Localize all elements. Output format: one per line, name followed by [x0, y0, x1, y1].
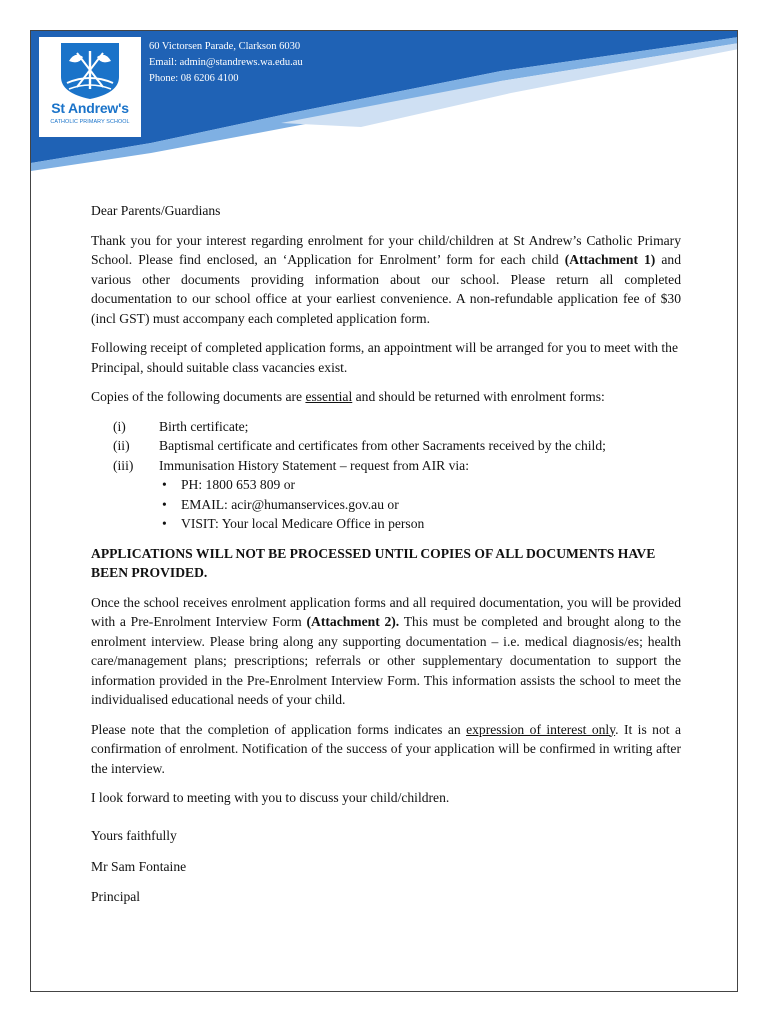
logo-school-subtitle: CATHOLIC PRIMARY SCHOOL — [50, 119, 130, 125]
paragraph-intro-text: Thank you for your interest regarding enrolment for your child/children at St Andrew’s Catholic Primary School. Please find enclosed, an ‘Application for Enrolment’ form for each child — [91, 232, 681, 267]
expression-of-interest-phrase: expression of interest only — [466, 721, 616, 737]
air-contact-email: • EMAIL: acir@humanservices.gov.au or — [159, 495, 681, 515]
paragraph-interview — [91, 593, 681, 710]
school-logo — [39, 37, 141, 137]
processing-warning: APPLICATIONS WILL NOT BE PROCESSED UNTIL COPIES OF ALL DOCUMENTS HAVE BEEN PROVIDED. — [91, 545, 656, 580]
school-email: Email: admin@standrews.wa.edu.au — [149, 57, 303, 68]
school-phone: Phone: 08 6206 4100 — [149, 73, 239, 84]
document-number: (iii) — [113, 457, 134, 473]
letter-body — [91, 201, 681, 916]
paragraph-intro-text-cont: and various other documents providing information about our school. Please return all completed documentation to our school office at your earliest convenience. A non-refundable application fee of $30 (incl GST) must accompany each completed application form. — [91, 252, 681, 326]
signatory-title: Principal — [91, 888, 141, 904]
document-text: Birth certificate; — [159, 418, 249, 434]
required-documents-list — [91, 417, 681, 534]
paragraph-interview-text-cont: This must be completed and brought along to the enrolment interview. Please bring along any supporting documentation – i.e. medical diagnosis/es; health care/management plans; prescriptions; referrals or other supplementary documentation to support the information provided in the Pre-Enrolment Interview Form. This information assists the school to meet the individualised educational needs of your child. — [91, 614, 681, 707]
paragraph-note — [91, 720, 681, 779]
document-number: (ii) — [113, 438, 130, 453]
paragraph-closing-remark: I look forward to meeting with you to discuss your child/children. — [91, 790, 450, 805]
document-number: (i) — [113, 418, 126, 434]
paragraph-intro — [91, 231, 681, 329]
document-text: Baptismal certificate and certificates from other Sacraments received by the child; — [159, 438, 606, 453]
salutation: Dear Parents/Guardians — [91, 203, 221, 218]
paragraph-documents-intro — [91, 387, 681, 407]
signatory-name: Mr Sam Fontaine — [91, 859, 187, 874]
letterhead-banner — [31, 31, 738, 171]
logo-school-name: St Andrew's — [51, 100, 129, 116]
school-address: 60 Victorsen Parade, Clarkson 6030 — [149, 41, 301, 52]
paragraph-appointment: Following receipt of completed application forms, an appointment will be arranged for you to meet with the Principal, should suitable class vacancies exist. — [91, 340, 679, 375]
document-item — [91, 436, 681, 456]
paragraph-interview-text: Once the school receives enrolment application forms and all required documentation, you will be provided with a Pre-Enrolment Interview Form — [91, 594, 681, 629]
school-contact-block — [149, 39, 303, 87]
air-contact-phone: • PH: 1800 653 809 or — [159, 475, 681, 495]
paragraph-note-text: Please note that the completion of application forms indicates an — [91, 721, 467, 737]
air-contact-list — [159, 475, 681, 534]
paragraph-note-text-cont: . It is not a confirmation of enrolment. Notification of the success of your application will be confirmed in writing after the interview. — [91, 721, 681, 776]
essential-word: essential — [305, 389, 353, 404]
letter-page — [30, 30, 738, 992]
attachment-2-ref: (Attachment 2). — [306, 614, 400, 629]
documents-intro-text-cont: and should be returned with enrolment forms: — [352, 389, 605, 404]
air-contact-visit: • VISIT: Your local Medicare Office in person — [159, 514, 681, 534]
document-item — [91, 456, 681, 534]
document-item — [91, 417, 681, 437]
document-text: Immunisation History Statement – request from AIR via: — [159, 457, 469, 473]
closing: Yours faithfully — [91, 827, 177, 843]
attachment-1-ref: (Attachment 1) — [564, 252, 656, 267]
documents-intro-text: Copies of the following documents are — [91, 389, 306, 404]
